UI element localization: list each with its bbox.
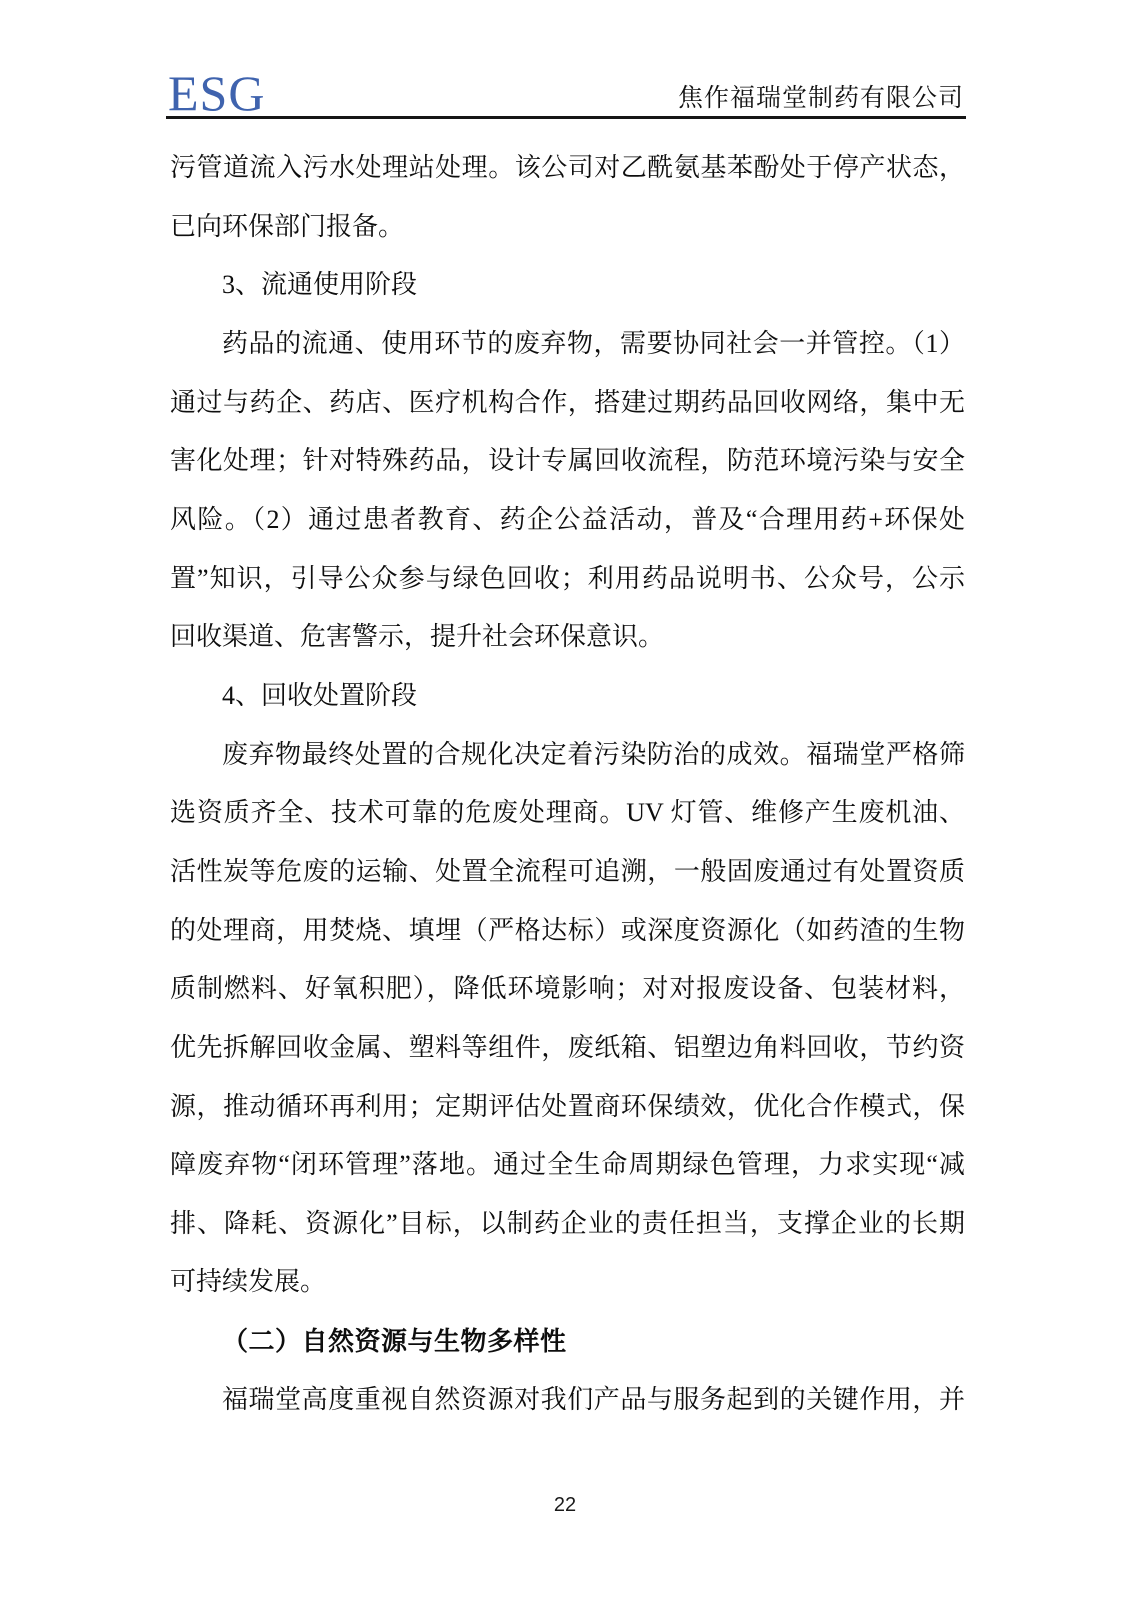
text-line: 通过与药企、药店、医疗机构合作，搭建过期药品回收网络，集中无 [170,387,965,417]
text-line: 福瑞堂高度重视自然资源对我们产品与服务起到的关键作用，并 [222,1384,965,1414]
text-line: 风险。（2）通过患者教育、药企公益活动，普及“合理用药+环保处 [170,504,965,534]
header-company-name: 焦作福瑞堂制药有限公司 [677,85,964,112]
heading-section-2-natural-resources [170,1312,965,1371]
text-line: 活性炭等危废的运输、处置全流程可追溯，一般固废通过有处置资质 [170,856,965,886]
text-line: 质制燃料、好氧积肥），降低环境影响；对对报废设备、包装材料， [170,974,965,1004]
text-line: 源，推动循环再利用；定期评估处置商环保绩效，优化合作模式，保 [170,1091,965,1121]
text-line: 3、流通使用阶段 [222,270,418,300]
para-natural-resources [170,1371,965,1430]
text-line: 选资质齐全、技术可靠的危废处理商。UV 灯管、维修产生废机油、 [170,798,965,828]
heading-4-disposal-stage [170,667,965,726]
text-line: 障废弃物“闭环管理”落地。通过全生命周期绿色管理，力求实现“减 [170,1150,965,1180]
para-wastewater-continuation [170,139,965,256]
text-line: 药品的流通、使用环节的废弃物，需要协同社会一并管控。（1） [222,328,965,358]
para-disposal-stage [170,726,965,1313]
document-body [170,139,965,1429]
text-line: 4、回收处置阶段 [222,680,418,710]
text-line: 污管道流入污水处理站处理。该公司对乙酰氨基苯酚处于停产状态， [170,153,965,182]
text-line: 优先拆解回收金属、塑料等组件，废纸箱、铝塑边角料回收，节约资 [170,1032,965,1062]
text-line: 已向环保部门报备。 [170,211,405,241]
para-circulation-stage [170,315,965,667]
esg-logo: ESG [168,65,266,121]
text-line: （二）自然资源与生物多样性 [222,1326,567,1357]
text-line: 回收渠道、危害警示，提升社会环保意识。 [170,622,665,652]
heading-3-circulation-stage [170,256,965,315]
text-line: 置”知识，引导公众参与绿色回收；利用药品说明书、公众号，公示 [170,563,965,593]
text-line: 害化处理；针对特殊药品，设计专属回收流程，防范环境污染与安全 [170,446,965,476]
text-line: 排、降耗、资源化”目标，以制药企业的责任担当，支撑企业的长期 [170,1208,965,1238]
text-line: 废弃物最终处置的合规化决定着污染防治的成效。福瑞堂严格筛 [222,739,965,769]
header-divider [166,116,966,119]
page-number: 22 [553,1494,577,1516]
text-line: 可持续发展。 [170,1267,327,1297]
text-line: 的处理商，用焚烧、填埋（严格达标）或深度资源化（如药渣的生物 [170,915,965,945]
